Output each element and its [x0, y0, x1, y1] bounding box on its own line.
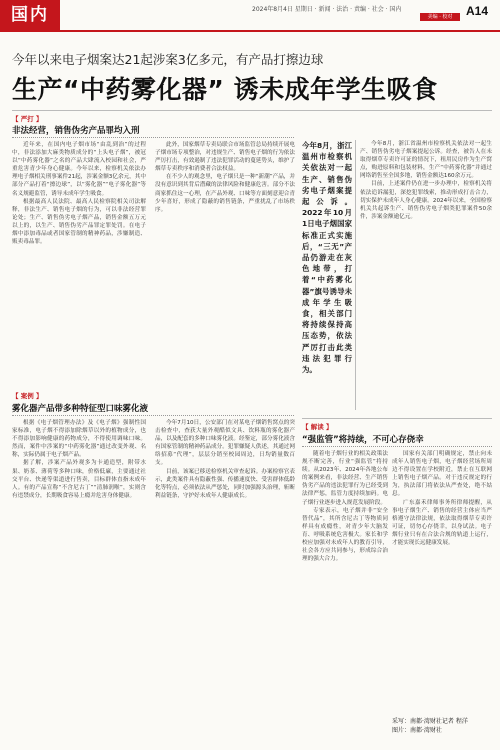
article-headline: 生产“中药雾化器” 诱未成年学生吸食 — [12, 75, 438, 104]
section3-tag: 【 解读 】 — [302, 423, 333, 431]
pull-quote: 今年8月，浙江温州市检察机关依法对一起生产、销售伪劣电子烟案提起公诉。2022年10月1日电子烟国家标准正式实施后，“三无”产品仍游走在灰色地带，打着“中药雾化器”旗号诱导未成年学生吸食，相关部门将持续保持高压态势，依法严厉打击此类违法犯罪行为。 — [302, 141, 352, 375]
paragraph: 在不少人的观念里，电子烟只是一种“新潮”产品，并没有意识到其背后潜藏的法律风险和健康危害。部分不法商家抓住这一心理，在产品外观、口味等方面刻意迎合青少年喜好，形成了隐蔽的销售链条，严重扰乱了市场秩序。 — [155, 174, 295, 213]
byline — [392, 717, 492, 735]
headline-divider — [12, 110, 492, 111]
text-column-1b — [155, 141, 295, 387]
page-number: A14 — [466, 4, 489, 18]
paragraph: 国家有关部门明确规定，禁止向未成年人销售电子烟，电子烟经营场所周边不得设置在学校附近，禁止在互联网上销售电子烟产品。对于违反规定的行为，执法部门将依法从严查处，绝不姑息。 — [392, 451, 492, 498]
section-label: 国内 — [0, 0, 60, 30]
paragraph: 近年来，在国内电子烟市场“由乱到治”的过程中，非法添加大麻类物质成分的“上头电子烟”，被冠以“中药雾化器”之名的产品大肆流入校园和社会，严重危害青少年身心健康。今年以来，检察机关依法办理电子烟相关刑事案件21起，涉案金额3亿余元，其中部分产品打着“擦边球”，以“雾化器”“电子雾化器”等名义规避监管，诱导未成年学生吸食。 — [12, 142, 146, 197]
paragraph: 目前，该案已移送检察机关审查起诉。办案检察官表示，此类案件具有隐蔽性强、传播速度快、受害群体低龄化等特点，必须依法从严惩处，同时加强源头治理，斩断利益链条，守护好未成年人健康成长。 — [155, 468, 295, 499]
paragraph: 专家表示，电子烟并非“安全替代品”，其所含尼古丁等物质同样具有成瘾性，对青少年大脑发育、呼吸系统危害极大。家长和学校应加强对未成年人的教育引导，社会各方应共同参与，形成综合治理的强大合力。 — [302, 507, 388, 563]
article-subtitle: 今年以来电子烟案达21起涉案3亿多元，有产品打擦边球 — [12, 52, 324, 67]
section3-divider — [302, 418, 492, 419]
section3-title: “强监管”将持续，不可心存侥幸 — [302, 435, 424, 445]
section2-title: 雾化器产品带多种特征型口味雾化液 — [12, 404, 149, 414]
section1-title: 非法经营，销售伪劣产品罪均入刑 — [12, 126, 140, 136]
byline-writer: 采写：南都·湾财社记者 程洋 — [392, 718, 468, 725]
editor-tag: 美编 · 校对 — [420, 13, 460, 21]
paragraph: 根据《电子烟管理办法》及《电子烟》强制性国家标准，电子烟不得添加除烟草以外的植物成分，也不得添加影响健康的药物成分，不得使用调味口味。然而，案件中涉案的“中药雾化器”通过改变外观、名称，实际仍属于电子烟产品。 — [12, 420, 146, 459]
section2-rule — [12, 415, 294, 416]
paragraph: 今年7月10日，公安部门在对某电子烟销售窝点的突击检查中，查获大量外观酷似文具、饮料瓶的雾化器产品，以及配套的多种口味雾化液。经鉴定，部分雾化液含有国家管制的精神药品成分。犯罪嫌疑人供述，其通过网络招募“代理”，层层分销至校园周边，日均销量数百支。 — [155, 420, 295, 467]
paragraph: 此外，国家烟草专卖局联合市场监管总局持续开展电子烟市场专项整治，对违规生产、销售电子烟的行为依法严厉打击，有效遏制了违法犯罪活动的蔓延势头，维护了烟草专卖秩序和消费者合法权益。 — [155, 142, 295, 173]
text-column-4 — [392, 450, 492, 712]
paragraph: 广东嘉禾律师事务所律师提醒，从事电子烟生产、销售的经营主体应当严格遵守法律法规，依法取得烟草专卖许可证，切勿心存侥幸，以身试法。电子烟行业只有在合法合规的轨道上运行，才能实现长远健康发展。 — [392, 499, 492, 547]
section2-tag: 【 案例 】 — [12, 392, 43, 400]
header-rule — [0, 30, 500, 32]
section1-tag: 【 严打 】 — [12, 115, 43, 123]
dateline: 2024年8月4日 星期日 · 新闻 · 法治 · 责编 · 社会 · 国内 — [252, 6, 402, 13]
paragraph: 今年8月，浙江省温州市检察机关依法对一起生产、销售伪劣电子烟案提起公诉。经查，被告人在未取得烟草专卖许可证的情况下，租用民房作为生产窝点，购进原料和包装材料，生产“中药雾化器”并通过网络销售至全国多地，销售金额达160余万元。 — [360, 141, 492, 180]
text-column-1a — [12, 141, 146, 387]
text-column-2a — [12, 419, 146, 737]
text-column-3a — [360, 140, 492, 415]
section1-rule — [12, 137, 294, 138]
page-header — [0, 0, 500, 30]
paragraph: 据了解，涉案产品外观多为卡通造型，附带水果、奶茶、薄荷等多种口味，价格低廉，主要通过社交平台、快递等渠道进行售卖，目标群体直指未成年人。有的产品宣称“不含尼古丁”“清肺润喉”，实则含有违禁成分，长期吸食容易上瘾并危害身体健康。 — [12, 460, 146, 499]
paragraph: 根据最高人民法院、最高人民检察院相关司法解释，非法生产、销售电子烟的行为，可以非法经营罪论处；生产、销售伪劣电子烟产品，销售金额五万元以上的，以生产、销售伪劣产品罪定罪处罚。在电子烟中添加毒品或者国家管制的精神药品，涉嫌制造、贩卖毒品罪。 — [12, 198, 146, 246]
paragraph: 随着电子烟行业的相关政策法规不断完善，行业“强监管”将持续。从2023年、2024年各地公布的案例来看，非法经营、生产销售伪劣产品的违法犯罪行为已经受到法律严惩，监管力度持续加码。电子烟行业逐步进入规范发展阶段。 — [302, 451, 388, 506]
section3-rule — [302, 446, 492, 447]
byline-photo: 图片：南都·湾财社 — [392, 727, 442, 734]
text-column-3b — [302, 450, 388, 740]
column-divider — [355, 140, 356, 410]
paragraph: 目前，上述案件仍在进一步办理中，检察机关将依法追诉漏犯，深挖犯罪线索，推动形成打击合力，切实保护未成年人身心健康。2024年以来，全国检察机关共起诉生产、销售伪劣电子烟类犯罪案件50余件，涉案金额逾亿元。 — [360, 181, 492, 220]
text-column-2b — [155, 419, 295, 737]
